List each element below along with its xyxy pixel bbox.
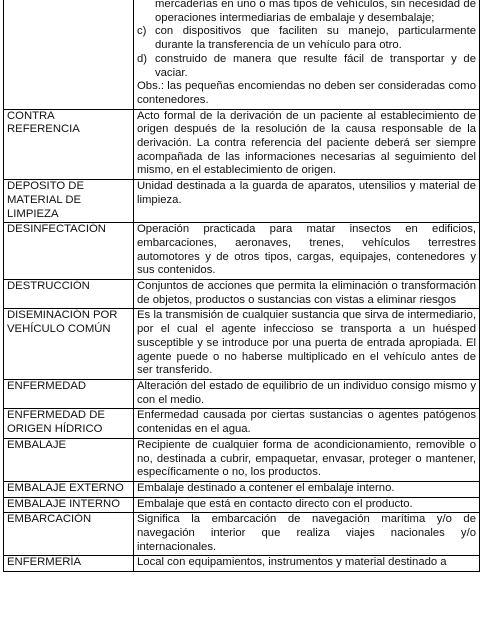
table-row bbox=[4, 556, 480, 572]
table-row bbox=[4, 309, 480, 380]
list-marker bbox=[137, 0, 155, 25]
term-cell: CONTRA REFERENCIA bbox=[4, 109, 134, 180]
table-row bbox=[4, 180, 480, 223]
definition-cell bbox=[134, 0, 480, 109]
definition-cell: Embalaje que está en contacto directo con el producto. bbox=[134, 497, 480, 513]
list-text: construido de manera que resulte fácil de transportar y de vaciar. bbox=[155, 52, 476, 79]
table-row bbox=[4, 379, 480, 408]
term-cell: DEPOSITO DE MATERIAL DE LIMPIEZA bbox=[4, 180, 134, 223]
definition-cell: Es la transmisión de cualquier sustancia que sirva de intermediario, por el cual el agente infeccioso se transporta a un huésped susceptible y se introduce por una puerta de entrada apropiada. El agente puede o no haberse multiplicado en el vehículo antes de ser transferido. bbox=[134, 309, 480, 380]
term-cell: DESTRUCCIÓN bbox=[4, 280, 134, 309]
table-row bbox=[4, 497, 480, 513]
list-marker: d) bbox=[137, 52, 148, 65]
observation-note: Obs.: las pequeñas encomiendas no deben ser consideradas como contenedores. bbox=[137, 80, 476, 106]
term-cell: EMBALAJE bbox=[4, 438, 134, 481]
table-row bbox=[4, 481, 480, 497]
list-text: mercaderías en uno o mas tipos de vehículos, sin necesidad de operaciones intermediarias de embalaje y desembalaje; bbox=[155, 0, 476, 24]
definition-cell: Enfermedad causada por ciertas sustancias o agentes patógenos contenidas en el agua. bbox=[134, 409, 480, 438]
term-cell: ENFERMEDAD bbox=[4, 379, 134, 408]
term-cell bbox=[4, 0, 134, 109]
definition-cell: Unidad destinada a la guarda de aparatos, utensilios y material de limpieza. bbox=[134, 180, 480, 223]
definition-cell: Acto formal de la derivación de un paciente al establecimiento de origen después de la resolución de la causa responsable de la derivación. La contra referencia del paciente deberá ser siempre acompañada de las informaciones necesarias al seguimiento del mismo, en el establecimiento de origen. bbox=[134, 109, 480, 180]
definition-cell: Recipiente de cualquier forma de acondicionamiento, removible o no, destinada a cubrir, empaquetar, envasar, proteger o mantener, específicamente o no, los productos. bbox=[134, 438, 480, 481]
definition-cell: Alteración del estado de equilibrio de un individuo consigo mismo y con el medio. bbox=[134, 379, 480, 408]
table-row bbox=[4, 223, 480, 280]
list-text: con dispositivos que faciliten su manejo, particularmente durante la transferencia de un vehículo para otro. bbox=[155, 25, 476, 52]
list-item bbox=[137, 53, 476, 80]
definition-cell: Embalaje destinado a contener el embalaje interno. bbox=[134, 481, 480, 497]
table-row bbox=[4, 280, 480, 309]
list-marker: c) bbox=[137, 25, 147, 38]
glossary-table bbox=[3, 0, 480, 572]
definition-cell: Local con equipamientos, instrumentos y material destinado a bbox=[134, 556, 480, 572]
table-row bbox=[4, 438, 480, 481]
definition-cell: Operación practicada para matar insectos en edificios, embarcaciones, aeronaves, trenes, vehículos terrestres automotores y de otros tipos, cargas, equipajes, contenedores y sus contenidos. bbox=[134, 223, 480, 280]
definition-cell: Conjuntos de acciones que permita la eliminación o transformación de objetos, productos o sustancias con vistas a eliminar riesgos bbox=[134, 280, 480, 309]
term-cell: DISEMINACIÓN POR VEHÍCULO COMÚN bbox=[4, 309, 134, 380]
term-cell: EMBARCACIÓN bbox=[4, 513, 134, 556]
term-cell: EMBALAJE INTERNO bbox=[4, 497, 134, 513]
table-row bbox=[4, 109, 480, 180]
table-row bbox=[4, 0, 480, 109]
list-item bbox=[137, 0, 476, 25]
term-cell: EMBALAJE EXTERNO bbox=[4, 481, 134, 497]
list-item bbox=[137, 25, 476, 52]
definition-cell: Significa la embarcación de navegación marítima y/o de navegación interior que realiza viajes nacionales y/o internacionales. bbox=[134, 513, 480, 556]
table-row bbox=[4, 513, 480, 556]
term-cell: ENFERMEDAD DE ORIGEN HÍDRICO bbox=[4, 409, 134, 438]
term-cell: DESINFECTACIÓN bbox=[4, 223, 134, 280]
table-row bbox=[4, 409, 480, 438]
term-cell: ENFERMERÍA bbox=[4, 556, 134, 572]
